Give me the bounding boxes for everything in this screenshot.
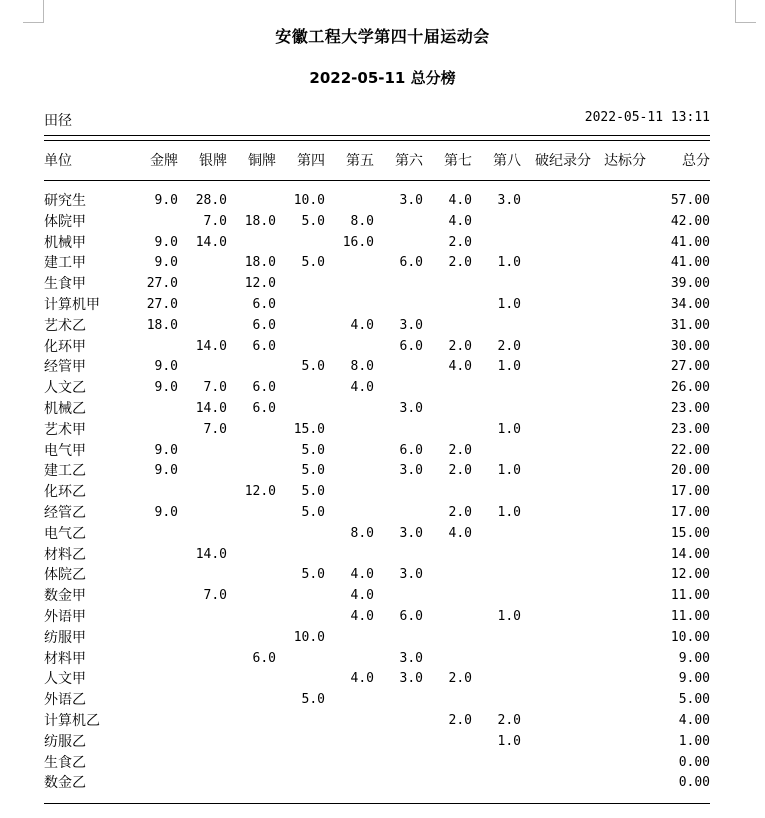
fourth-cell: 5.0 bbox=[301, 484, 325, 500]
table-row bbox=[0, 253, 765, 274]
unit-name-cell: 经管甲 bbox=[44, 359, 86, 376]
gold-cell: 27.0 bbox=[146, 297, 178, 312]
sixth-cell: 3.0 bbox=[399, 671, 423, 687]
eighth-cell: 2.0 bbox=[497, 338, 521, 354]
seventh-cell: 2.0 bbox=[448, 671, 472, 687]
table-row bbox=[0, 607, 765, 628]
seventh-cell: 2.0 bbox=[448, 442, 472, 458]
table-row bbox=[0, 295, 765, 316]
total-cell: 41.00 bbox=[670, 255, 710, 271]
unit-name-cell: 艺术乙 bbox=[44, 317, 86, 334]
fifth-cell: 4.0 bbox=[350, 609, 374, 624]
eighth-cell: 1.0 bbox=[497, 733, 521, 749]
silver-cell: 28.0 bbox=[195, 193, 227, 208]
table-row bbox=[0, 357, 765, 378]
unit-name-cell: 化环乙 bbox=[44, 484, 86, 501]
gold-cell: 9.0 bbox=[154, 463, 178, 479]
table-row bbox=[0, 773, 765, 794]
seventh-cell: 4.0 bbox=[448, 359, 472, 375]
event-category: 田径 bbox=[44, 113, 72, 129]
bronze-cell: 6.0 bbox=[252, 297, 276, 312]
unit-name-cell: 建工乙 bbox=[44, 463, 86, 480]
total-cell: 14.00 bbox=[670, 546, 710, 562]
silver-cell: 7.0 bbox=[203, 588, 227, 604]
total-cell: 11.00 bbox=[670, 609, 710, 624]
eighth-cell: 1.0 bbox=[497, 297, 521, 312]
fifth-cell: 4.0 bbox=[350, 671, 374, 687]
table-row bbox=[0, 191, 765, 212]
unit-name-cell: 数金甲 bbox=[44, 588, 86, 605]
total-cell: 23.00 bbox=[670, 401, 710, 416]
column-header-fourth: 第四 bbox=[297, 153, 325, 169]
bronze-cell: 12.0 bbox=[244, 276, 276, 292]
unit-name-cell: 艺术甲 bbox=[44, 421, 86, 438]
column-header-standard: 达标分 bbox=[604, 153, 646, 169]
total-cell: 0.00 bbox=[678, 754, 710, 770]
seventh-cell: 2.0 bbox=[448, 505, 472, 520]
table-row bbox=[0, 420, 765, 441]
column-header-eighth: 第八 bbox=[493, 153, 521, 169]
column-header-seventh: 第七 bbox=[444, 153, 472, 169]
eighth-cell: 3.0 bbox=[497, 193, 521, 208]
unit-name-cell: 电气乙 bbox=[44, 525, 86, 542]
table-row bbox=[0, 753, 765, 774]
unit-name-cell: 外语乙 bbox=[44, 692, 86, 709]
table-row bbox=[0, 649, 765, 670]
eighth-cell: 2.0 bbox=[497, 713, 521, 728]
column-header-fifth: 第五 bbox=[346, 153, 374, 169]
table-row bbox=[0, 732, 765, 753]
sixth-cell: 6.0 bbox=[399, 255, 423, 271]
sixth-cell: 3.0 bbox=[399, 401, 423, 416]
seventh-cell: 4.0 bbox=[448, 193, 472, 208]
unit-name-cell: 体院乙 bbox=[44, 567, 86, 584]
sixth-cell: 3.0 bbox=[399, 650, 423, 666]
unit-name-cell: 体院甲 bbox=[44, 213, 86, 230]
unit-name-cell: 机械甲 bbox=[44, 234, 86, 251]
table-row bbox=[0, 399, 765, 420]
column-header-record: 破纪录分 bbox=[535, 153, 591, 169]
gold-cell: 9.0 bbox=[154, 193, 178, 208]
total-cell: 5.00 bbox=[678, 692, 710, 708]
seventh-cell: 2.0 bbox=[448, 713, 472, 728]
unit-name-cell: 研究生 bbox=[44, 193, 86, 209]
seventh-cell: 2.0 bbox=[448, 338, 472, 354]
total-cell: 23.00 bbox=[670, 421, 710, 437]
fourth-cell: 15.0 bbox=[293, 421, 325, 437]
seventh-cell: 2.0 bbox=[448, 463, 472, 479]
silver-cell: 14.0 bbox=[195, 338, 227, 354]
fourth-cell: 5.0 bbox=[301, 255, 325, 271]
table-row bbox=[0, 545, 765, 566]
fourth-cell: 5.0 bbox=[301, 505, 325, 520]
header-rule-top bbox=[44, 135, 710, 136]
eighth-cell: 1.0 bbox=[497, 609, 521, 624]
seventh-cell: 4.0 bbox=[448, 213, 472, 229]
table-rule-end bbox=[44, 803, 710, 804]
sixth-cell: 3.0 bbox=[399, 525, 423, 541]
table-row bbox=[0, 274, 765, 295]
total-cell: 4.00 bbox=[678, 713, 710, 728]
crop-mark-top-left bbox=[23, 0, 44, 23]
unit-name-cell: 经管乙 bbox=[44, 505, 86, 521]
total-cell: 34.00 bbox=[670, 297, 710, 312]
gold-cell: 27.0 bbox=[146, 276, 178, 292]
report-subtitle: 2022-05-11 总分榜 bbox=[309, 69, 456, 87]
sixth-cell: 3.0 bbox=[399, 317, 423, 333]
table-row bbox=[0, 503, 765, 524]
seventh-cell: 2.0 bbox=[448, 234, 472, 250]
table-row bbox=[0, 441, 765, 462]
gold-cell: 9.0 bbox=[154, 380, 178, 396]
fifth-cell: 4.0 bbox=[350, 567, 374, 583]
table-row bbox=[0, 524, 765, 545]
table-row bbox=[0, 212, 765, 233]
gold-cell: 9.0 bbox=[154, 234, 178, 250]
fourth-cell: 5.0 bbox=[301, 463, 325, 479]
gold-cell: 9.0 bbox=[154, 359, 178, 375]
unit-name-cell: 生食甲 bbox=[44, 276, 86, 293]
column-header-silver: 银牌 bbox=[199, 153, 227, 169]
unit-name-cell: 化环甲 bbox=[44, 338, 86, 355]
table-row bbox=[0, 337, 765, 358]
sixth-cell: 3.0 bbox=[399, 463, 423, 479]
unit-name-cell: 外语甲 bbox=[44, 609, 86, 625]
fifth-cell: 8.0 bbox=[350, 359, 374, 375]
unit-name-cell: 人文甲 bbox=[44, 671, 86, 688]
bronze-cell: 6.0 bbox=[252, 401, 276, 416]
table-row bbox=[0, 711, 765, 732]
bronze-cell: 12.0 bbox=[244, 484, 276, 500]
eighth-cell: 1.0 bbox=[497, 505, 521, 520]
table-row bbox=[0, 233, 765, 254]
fifth-cell: 4.0 bbox=[350, 317, 374, 333]
total-cell: 1.00 bbox=[678, 733, 710, 749]
unit-name-cell: 纺服甲 bbox=[44, 629, 86, 646]
total-cell: 11.00 bbox=[670, 588, 710, 604]
silver-cell: 7.0 bbox=[203, 421, 227, 437]
fourth-cell: 5.0 bbox=[301, 359, 325, 375]
fourth-cell: 10.0 bbox=[293, 629, 325, 645]
total-cell: 10.00 bbox=[670, 629, 710, 645]
column-header-sixth: 第六 bbox=[395, 153, 423, 169]
sixth-cell: 6.0 bbox=[399, 338, 423, 354]
sixth-cell: 6.0 bbox=[399, 609, 423, 624]
unit-name-cell: 生食乙 bbox=[44, 754, 86, 771]
bronze-cell: 6.0 bbox=[252, 317, 276, 333]
table-row bbox=[0, 565, 765, 586]
fifth-cell: 8.0 bbox=[350, 213, 374, 229]
crop-mark-top-right bbox=[735, 0, 756, 23]
sixth-cell: 3.0 bbox=[399, 193, 423, 208]
silver-cell: 7.0 bbox=[203, 380, 227, 396]
table-row bbox=[0, 690, 765, 711]
table-row bbox=[0, 378, 765, 399]
eighth-cell: 1.0 bbox=[497, 255, 521, 271]
gold-cell: 9.0 bbox=[154, 442, 178, 458]
gold-cell: 9.0 bbox=[154, 505, 178, 520]
fifth-cell: 8.0 bbox=[350, 525, 374, 541]
silver-cell: 7.0 bbox=[203, 213, 227, 229]
header-rule-bottom bbox=[44, 180, 710, 181]
gold-cell: 9.0 bbox=[154, 255, 178, 271]
bronze-cell: 6.0 bbox=[252, 380, 276, 396]
total-cell: 15.00 bbox=[670, 525, 710, 541]
total-cell: 17.00 bbox=[670, 505, 710, 520]
unit-name-cell: 计算机乙 bbox=[44, 713, 100, 729]
total-cell: 39.00 bbox=[670, 276, 710, 292]
unit-name-cell: 建工甲 bbox=[44, 255, 86, 272]
total-cell: 27.00 bbox=[670, 359, 710, 375]
unit-name-cell: 数金乙 bbox=[44, 775, 86, 792]
bronze-cell: 6.0 bbox=[252, 650, 276, 666]
bronze-cell: 18.0 bbox=[244, 213, 276, 229]
header-rule-second bbox=[44, 140, 710, 141]
fifth-cell: 4.0 bbox=[350, 588, 374, 604]
fourth-cell: 5.0 bbox=[301, 442, 325, 458]
seventh-cell: 2.0 bbox=[448, 255, 472, 271]
total-cell: 9.00 bbox=[678, 650, 710, 666]
table-row bbox=[0, 669, 765, 690]
total-cell: 9.00 bbox=[678, 671, 710, 687]
total-cell: 31.00 bbox=[670, 317, 710, 333]
total-cell: 22.00 bbox=[670, 442, 710, 458]
fourth-cell: 5.0 bbox=[301, 692, 325, 708]
silver-cell: 14.0 bbox=[195, 546, 227, 562]
column-header-unit: 单位 bbox=[44, 153, 72, 169]
table-row bbox=[0, 628, 765, 649]
bronze-cell: 18.0 bbox=[244, 255, 276, 271]
total-cell: 30.00 bbox=[670, 338, 710, 354]
fourth-cell: 5.0 bbox=[301, 567, 325, 583]
report-title: 安徽工程大学第四十届运动会 bbox=[275, 27, 490, 46]
gold-cell: 18.0 bbox=[146, 317, 178, 333]
total-cell: 17.00 bbox=[670, 484, 710, 500]
silver-cell: 14.0 bbox=[195, 234, 227, 250]
unit-name-cell: 机械乙 bbox=[44, 401, 86, 417]
fifth-cell: 16.0 bbox=[342, 234, 374, 250]
column-header-gold: 金牌 bbox=[150, 153, 178, 169]
bronze-cell: 6.0 bbox=[252, 338, 276, 354]
fourth-cell: 5.0 bbox=[301, 213, 325, 229]
total-cell: 42.00 bbox=[670, 213, 710, 229]
table-row bbox=[0, 461, 765, 482]
fifth-cell: 4.0 bbox=[350, 380, 374, 396]
total-cell: 57.00 bbox=[670, 193, 710, 208]
unit-name-cell: 计算机甲 bbox=[44, 297, 100, 313]
eighth-cell: 1.0 bbox=[497, 359, 521, 375]
sixth-cell: 3.0 bbox=[399, 567, 423, 583]
total-cell: 20.00 bbox=[670, 463, 710, 479]
fourth-cell: 10.0 bbox=[293, 193, 325, 208]
column-header-bronze: 铜牌 bbox=[248, 153, 276, 169]
eighth-cell: 1.0 bbox=[497, 463, 521, 479]
seventh-cell: 4.0 bbox=[448, 525, 472, 541]
silver-cell: 14.0 bbox=[195, 401, 227, 416]
eighth-cell: 1.0 bbox=[497, 421, 521, 437]
unit-name-cell: 人文乙 bbox=[44, 380, 86, 397]
total-cell: 41.00 bbox=[670, 234, 710, 250]
unit-name-cell: 电气甲 bbox=[44, 442, 86, 459]
total-cell: 26.00 bbox=[670, 380, 710, 396]
unit-name-cell: 材料乙 bbox=[44, 546, 86, 563]
unit-name-cell: 纺服乙 bbox=[44, 733, 86, 750]
report-timestamp: 2022-05-11 13:11 bbox=[584, 110, 710, 125]
total-cell: 12.00 bbox=[670, 567, 710, 583]
table-row bbox=[0, 586, 765, 607]
total-cell: 0.00 bbox=[678, 775, 710, 791]
unit-name-cell: 材料甲 bbox=[44, 650, 86, 667]
sixth-cell: 6.0 bbox=[399, 442, 423, 458]
table-row bbox=[0, 482, 765, 503]
table-row bbox=[0, 316, 765, 337]
column-header-total: 总分 bbox=[682, 153, 710, 169]
